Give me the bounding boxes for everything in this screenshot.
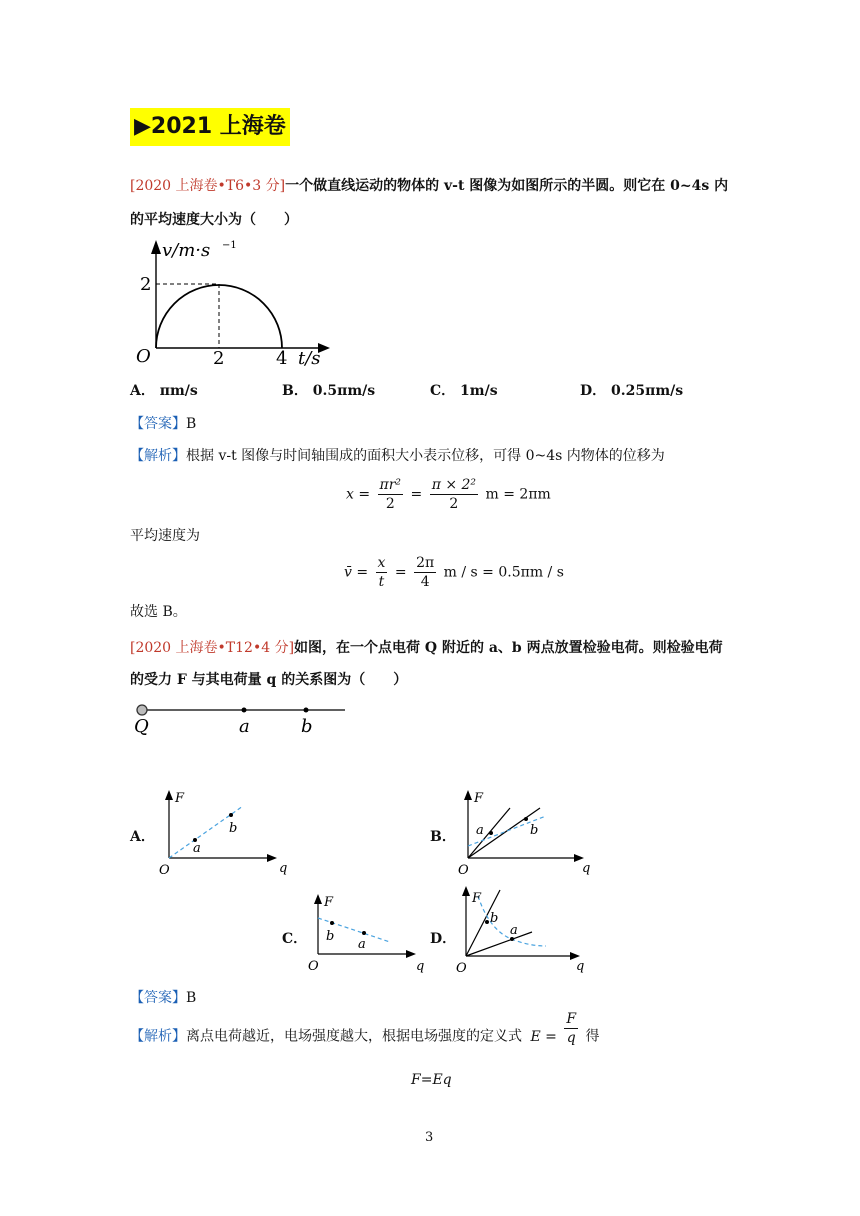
analysis-tag: 【解析】 xyxy=(130,1028,186,1045)
q2-analysis xyxy=(130,1011,600,1047)
origin-label: O xyxy=(136,346,151,367)
svg-text:O: O xyxy=(458,863,469,878)
svg-text:F: F xyxy=(324,895,334,910)
analysis-text: 根据 v-t 图像与时间轴围成的面积大小表示位移，可得 0~4s 内物体的位移为 xyxy=(186,448,665,464)
svg-text:a: a xyxy=(476,823,484,838)
q2-stem-text: 如图，在一个点电荷 Q 附近的 a、b 两点放置检验电荷。则检验电荷 xyxy=(294,640,723,656)
svg-text:q: q xyxy=(576,959,585,974)
svg-text:b: b xyxy=(229,821,238,836)
y-tick-2: 2 xyxy=(140,274,152,295)
q1-stem-line2: 的平均速度大小为（ ） xyxy=(130,212,298,228)
y-axis-label-sup: −1 xyxy=(222,240,237,251)
svg-text:a: a xyxy=(358,937,366,952)
q1-option-b: B． 0.5πm/s xyxy=(282,383,376,399)
q2-option-a-label: A． xyxy=(130,829,155,845)
label-Q: Q xyxy=(134,716,149,737)
q1-stem-text: 一个做直线运动的物体的 v-t 图像为如图所示的半圆。则它在 0~4s 内 xyxy=(285,178,729,194)
svg-text:O: O xyxy=(159,863,170,878)
svg-text:O: O xyxy=(456,961,467,976)
q2-option-d-graph xyxy=(454,882,594,976)
q2-option-a-graph xyxy=(155,786,295,880)
svg-text:a: a xyxy=(510,923,518,938)
q2-charge-line-diagram xyxy=(130,700,350,740)
q2-answer xyxy=(130,988,196,1008)
analysis-text: 离点电荷越近，电场强度越大，根据电场强度的定义式 xyxy=(186,1028,522,1045)
svg-text:q: q xyxy=(279,861,288,876)
q1-option-c: C． 1m/s xyxy=(430,383,498,399)
q2-stem-line2: 的受力 F 与其电荷量 q 的关系图为（ ） xyxy=(130,672,408,688)
q2-option-d-label: D． xyxy=(430,931,457,947)
q2-option-b-graph xyxy=(454,786,600,880)
answer-value: B xyxy=(186,416,197,432)
y-axis-label: v/m·s xyxy=(162,240,211,261)
q1-source: [2020 上海卷•T6•3 分] xyxy=(130,178,286,194)
svg-text:b: b xyxy=(326,929,335,944)
q1-equation-displacement: x = $\frac{\text{πr²}}{2}$ = $\frac{\text{π × 2²}}{2}$ m = 2πm xyxy=(346,477,551,512)
answer-value: B xyxy=(186,990,197,1006)
q2-option-c-graph xyxy=(306,890,430,976)
x-axis-label: t/s xyxy=(298,348,321,369)
q1-answer xyxy=(130,414,196,434)
svg-text:O: O xyxy=(308,959,319,974)
point-charge-icon xyxy=(137,705,147,715)
x-tick-2: 2 xyxy=(213,348,225,369)
y-axis-arrow-icon xyxy=(151,240,161,254)
answer-tag: 【答案】 xyxy=(130,990,186,1006)
q2-final-equation: F=Eq xyxy=(411,1072,452,1088)
answer-tag: 【答案】 xyxy=(130,416,186,432)
q2-option-c-label: C． xyxy=(282,931,308,947)
svg-text:b: b xyxy=(530,823,539,838)
q2-source: [2020 上海卷•T12•4 分] xyxy=(130,640,295,656)
analysis-tag: 【解析】 xyxy=(130,448,186,464)
section-title: ▶2021 上海卷 xyxy=(130,108,290,146)
svg-text:b: b xyxy=(490,911,499,926)
q1-avg-velocity-text: 平均速度为 xyxy=(130,528,200,544)
q1-option-a: A． πm/s xyxy=(130,383,198,399)
q1-stem-line1 xyxy=(130,176,728,196)
q1-analysis xyxy=(130,446,665,466)
formula-after: 得 xyxy=(585,1028,600,1045)
q1-conclusion: 故选 B。 xyxy=(130,604,187,620)
label-b: b xyxy=(301,716,313,737)
page-number: 3 xyxy=(425,1130,434,1145)
svg-text:F: F xyxy=(472,891,482,906)
formula-fraction: $\frac{F}{q}$ xyxy=(566,1011,577,1046)
formula-lhs: E = xyxy=(530,1028,557,1045)
q1-equation-velocity: v̄ = $\frac{x}{t}$ = $\frac{2\pi}{4}$ m / s = 0.5πm / s xyxy=(344,555,564,590)
svg-text:a: a xyxy=(193,841,201,856)
q2-stem-line1 xyxy=(130,638,723,658)
q2-option-b-label: B． xyxy=(430,829,456,845)
svg-text:q: q xyxy=(582,861,591,876)
q1-option-d: D． 0.25πm/s xyxy=(580,383,684,399)
svg-text:q: q xyxy=(416,959,425,974)
svg-text:F: F xyxy=(175,791,185,806)
q1-vt-graph xyxy=(130,236,340,371)
x-tick-4: 4 xyxy=(276,348,288,369)
svg-text:F: F xyxy=(474,791,484,806)
label-a: a xyxy=(239,716,250,737)
